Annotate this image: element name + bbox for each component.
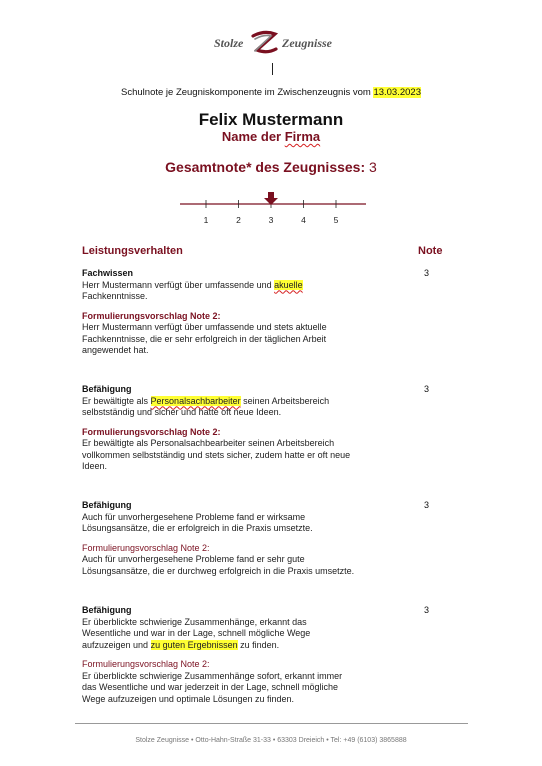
logo-word-2: Zeugnisse: [282, 36, 333, 50]
subtitle-text: Schulnote je Zeugniskomponente im Zwischenzeugnis vom: [121, 87, 371, 98]
assessment-block-4: [82, 605, 382, 705]
logo-word-1: Stolze: [214, 36, 244, 50]
block-text-line-3: aufzuzeigen und zu guten Ergebnissen zu finden.: [82, 639, 280, 650]
footer-divider: [75, 723, 468, 724]
scale-tick-label: 5: [333, 215, 339, 225]
assessment-block-2: [82, 384, 382, 473]
assessment-block-1: [82, 268, 382, 357]
block-text-line-2: Wesentliche und war in der Lage, schnell mögliche Wege: [82, 628, 311, 638]
block-text-line-2: Lösungsansätze, die er erfolgreich in die Praxis umsetzte.: [82, 523, 313, 533]
block-title: Befähigung: [82, 500, 132, 510]
grade-value-3: 3: [424, 500, 430, 510]
subtitle-date: 13.03.2023: [373, 87, 421, 98]
block-title: Fachwissen: [82, 268, 134, 278]
block-title: Befähigung: [82, 384, 132, 394]
section-heading: Leistungsverhalten: [82, 245, 183, 257]
suggestion-line-3: angewendet hat.: [82, 345, 149, 355]
overall-grade-value: 3: [369, 159, 377, 175]
grade-value-1: 3: [424, 268, 430, 278]
suggestion-line-1: Auch für unvorhergesehene Probleme fand er sehr gute: [82, 554, 305, 564]
suggestion-heading: Formulierungsvorschlag Note 2:: [82, 310, 221, 321]
firm-word: Firma: [284, 129, 321, 144]
suggestion-line-3: Ideen.: [82, 461, 108, 471]
suggestion-heading: Formulierungsvorschlag Note 2:: [82, 542, 210, 553]
block-text-line-1: Er überblickte schwierige Zusammenhänge, erkannt das: [82, 616, 307, 627]
highlighted-text: zu guten Ergebnissen: [150, 639, 238, 650]
employee-name: Felix Mustermann: [198, 110, 344, 129]
scale-tick-label: 1: [203, 215, 209, 225]
block-title: Befähigung: [82, 605, 132, 615]
suggestion-line-1: Er überblickte schwierige Zusammenhänge sofort, erkannt immer: [82, 670, 343, 681]
grade-marker-arrow: [264, 192, 278, 205]
suggestion-line-2: Fachkenntnisse, die er sehr erfolgreich in der täglichen Arbeit: [82, 333, 327, 344]
grade-value-2: 3: [424, 384, 430, 394]
block-text-line-1: Herr Mustermann verfügt über umfassende und akuelle: [82, 279, 303, 290]
block-text-line-1: Auch für unvorhergesehene Probleme fand er wirksame: [82, 511, 306, 522]
block-text-line-2: selbstständig und sicher und hatte oft neue Ideen.: [82, 407, 282, 417]
text-cursor: [272, 63, 273, 75]
footer-address: Stolze Zeugnisse • Otto-Hahn-Straße 31-33 • 63303 Dreieich • Tel: +49 (6103) 3865888: [135, 737, 407, 744]
firm-prefix: Name der: [221, 129, 285, 144]
suggestion-heading: Formulierungsvorschlag Note 2:: [82, 659, 210, 669]
company-logo: [214, 30, 344, 58]
highlighted-text: akuelle: [274, 279, 303, 290]
scale-tick-label: 4: [301, 215, 306, 225]
document-subtitle: [0, 87, 542, 98]
suggestion-line-3: Wege aufzuzeigen und optimale Lösungen zu finden.: [82, 693, 294, 704]
grade-value-4: 3: [424, 605, 430, 615]
suggestion-line-1: Er bewältigte als Personalsachbearbeiter seinen Arbeitsbereich: [82, 438, 335, 448]
overall-grade-label: Gesamtnote* des Zeugnisses:: [165, 159, 366, 175]
suggestion-line-2: vollkommen selbstständig und stets sicher, zudem hatte er oft neue: [82, 449, 351, 460]
suggestion-heading: Formulierungsvorschlag Note 2:: [82, 426, 221, 437]
block-text-line-2: Fachkenntnisse.: [82, 291, 148, 301]
assessment-block-3: [82, 500, 382, 577]
highlighted-text: Personalsachbarbeiter: [150, 395, 241, 406]
suggestion-line-1: Herr Mustermann verfügt über umfassende und stets aktuelle: [82, 322, 327, 332]
logo-emblem-icon: [249, 30, 279, 56]
overall-grade: [0, 159, 542, 175]
suggestion-line-2: das Wesentliche und war jederzeit in der Lage, schnell mögliche: [82, 682, 338, 692]
grade-scale: [180, 192, 366, 232]
grade-column-heading: Note: [418, 245, 443, 257]
scale-tick-label: 2: [236, 215, 241, 225]
company-name: [0, 129, 542, 144]
block-text-line-1: Er bewältigte als Personalsachbarbeiter seinen Arbeitsbereich: [82, 395, 330, 406]
scale-tick-label: 3: [268, 215, 274, 225]
suggestion-line-2: Lösungsansätze, die er durchweg erfolgreich in die Praxis umsetzte.: [82, 565, 355, 576]
